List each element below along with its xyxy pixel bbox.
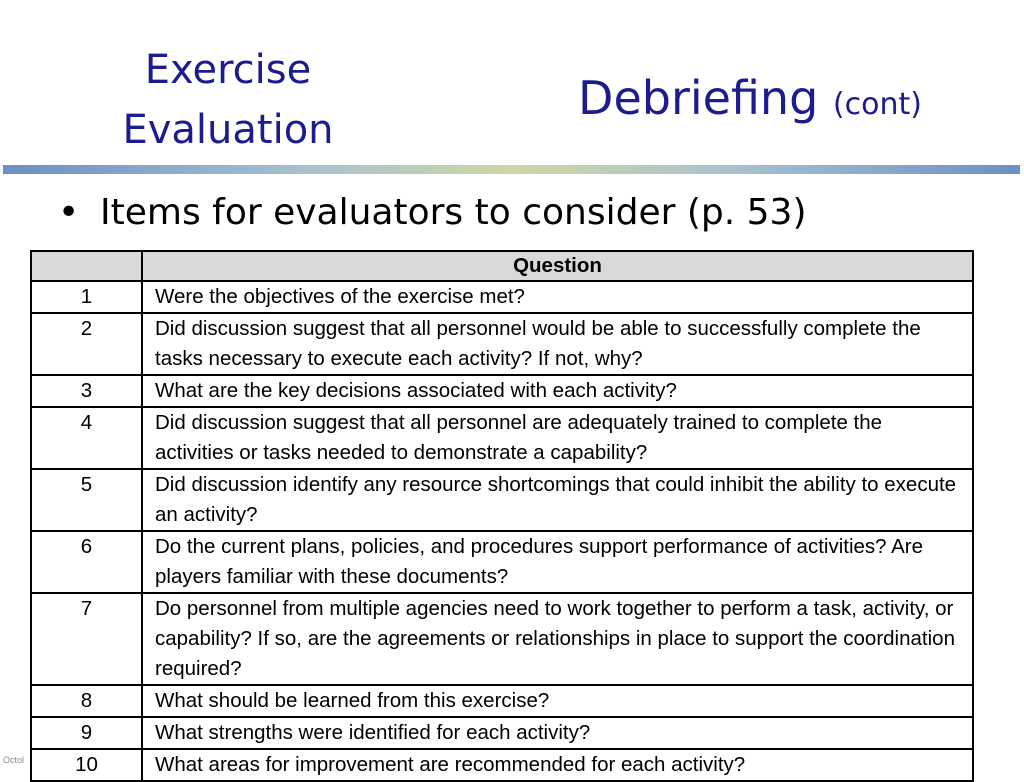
bullet-item [58,188,806,238]
row-question: What should be learned from this exercise? [142,685,973,717]
row-number: 6 [31,531,142,593]
footer-date: Octol [3,755,25,765]
row-question: What areas for improvement are recommended for each activity? [142,749,973,781]
title-divider [3,165,1020,174]
row-question: Did discussion identify any resource shortcomings that could inhibit the ability to execute an activity? [142,469,973,531]
row-number: 1 [31,281,142,313]
table-row [31,717,973,749]
row-question: What strengths were identified for each activity? [142,717,973,749]
row-question: Did discussion suggest that all personnel are adequately trained to complete the activities or tasks needed to demonstrate a capability? [142,407,973,469]
row-question: Did discussion suggest that all personnel would be able to successfully complete the tasks necessary to execute each activity? If not, why? [142,313,973,375]
section-title-line1: Exercise [144,47,312,93]
row-number: 7 [31,593,142,685]
slide-title [560,68,940,135]
slide-title-text: Debriefing [578,71,819,125]
table-row [31,313,973,375]
table-row [31,407,973,469]
slide-title-suffix: (cont) [832,87,922,122]
row-question: What are the key decisions associated with each activity? [142,375,973,407]
table-row [31,531,973,593]
row-question: Do the current plans, policies, and procedures support performance of activities? Are players familiar with these documents? [142,531,973,593]
bullet-text: Items for evaluators to consider (p. 53) [100,192,807,233]
table-header-row [31,251,973,281]
table-row [31,593,973,685]
section-title-line2: Evaluation [122,107,334,153]
row-number: 5 [31,469,142,531]
row-question: Do personnel from multiple agencies need to work together to perform a task, activity, or capability? If so, are the agreements or relationships in place to support the coordination required? [142,593,973,685]
row-number: 2 [31,313,142,375]
row-number: 4 [31,407,142,469]
bullet-icon: • [58,192,80,233]
row-number: 10 [31,749,142,781]
row-number: 8 [31,685,142,717]
table-row [31,685,973,717]
table-row [31,749,973,781]
question-column-header: Question [142,251,973,281]
number-column-header [31,251,142,281]
questions-table [30,250,974,782]
section-title [90,40,366,160]
row-number: 9 [31,717,142,749]
table-row [31,281,973,313]
row-number: 3 [31,375,142,407]
row-question: Were the objectives of the exercise met? [142,281,973,313]
table-row [31,375,973,407]
table-row [31,469,973,531]
